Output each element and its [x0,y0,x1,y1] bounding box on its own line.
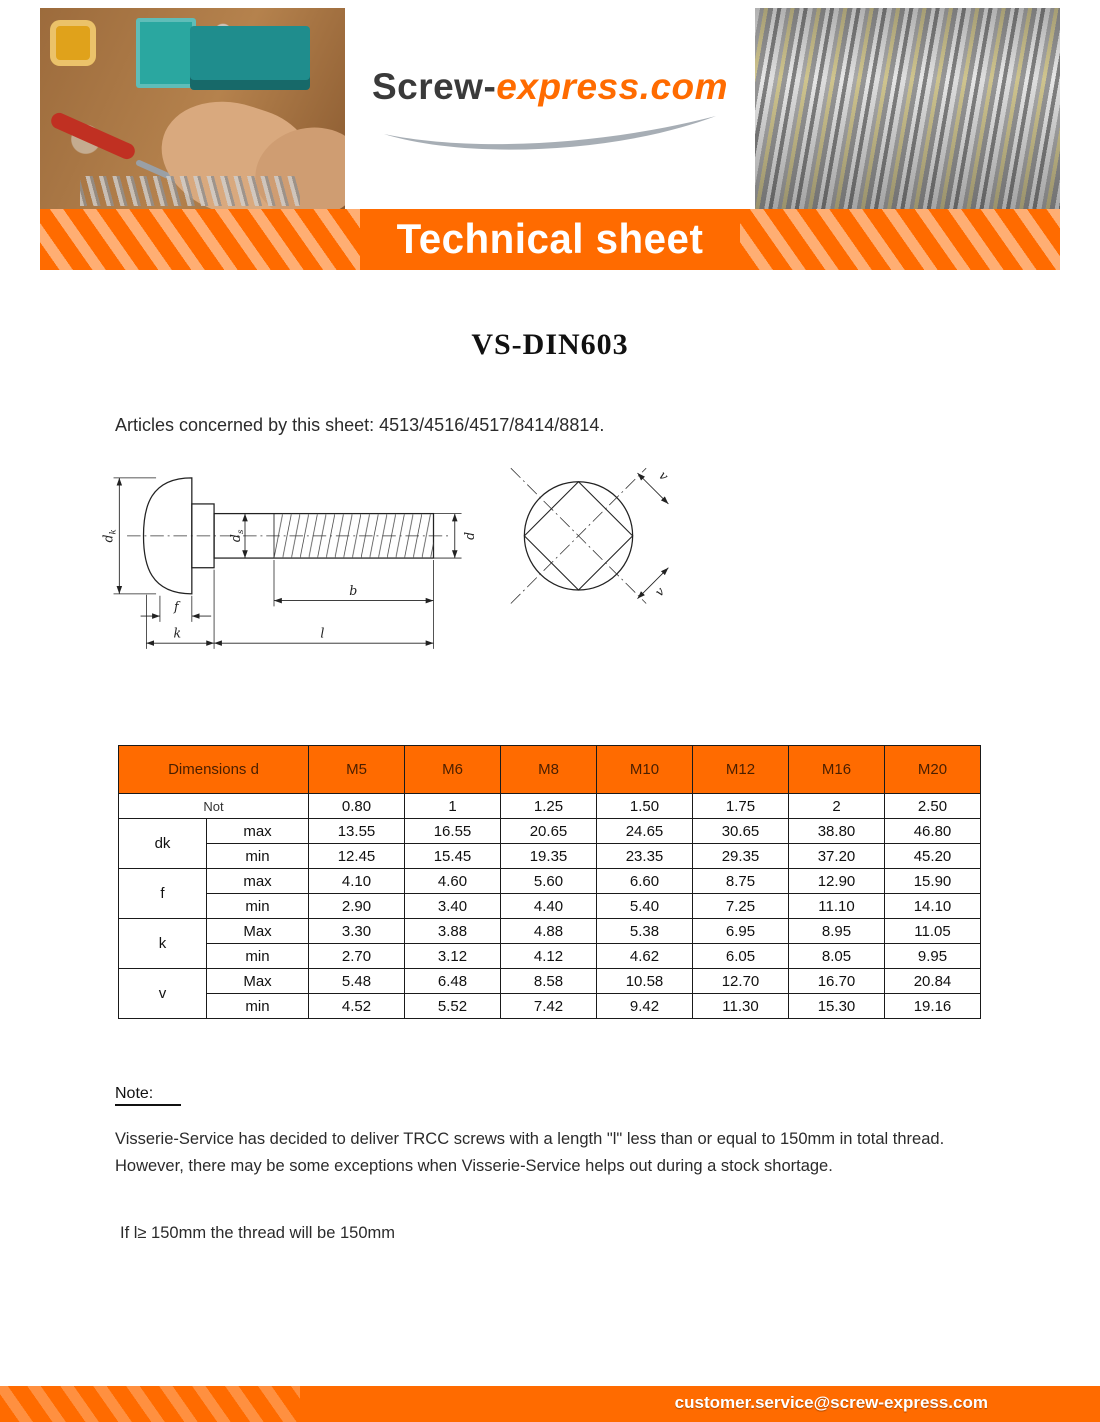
value-cell: 3.88 [405,919,501,944]
param-cell: f [119,869,207,919]
table-row [119,944,981,969]
banner [40,209,1060,270]
value-cell: 23.35 [597,844,693,869]
page-title: VS-DIN603 [471,328,629,361]
value-cell: 6.05 [693,944,789,969]
value-cell: 5.40 [597,894,693,919]
param-cell: k [119,919,207,969]
value-cell: 4.52 [309,994,405,1019]
value-cell: 12.45 [309,844,405,869]
photo-workbench [40,8,345,210]
subrow-label: max [207,869,309,894]
value-cell: 20.65 [501,819,597,844]
value-cell: 8.95 [789,919,885,944]
value-cell: 13.55 [309,819,405,844]
value-cell: 2.90 [309,894,405,919]
photo-detail-tray [136,18,196,88]
value-cell: 15.30 [789,994,885,1019]
value-cell: 9.42 [597,994,693,1019]
value-cell: 4.62 [597,944,693,969]
value-cell: 2 [789,794,885,819]
table-row [119,844,981,869]
value-cell: 38.80 [789,819,885,844]
value-cell: 10.58 [597,969,693,994]
note-label: Note: [115,1085,181,1103]
table-row [119,794,981,819]
subrow-label: min [207,944,309,969]
value-cell: 2.50 [885,794,981,819]
thread-condition-line: If l≥ 150mm the thread will be 150mm [120,1224,396,1242]
value-cell: 7.42 [501,994,597,1019]
dim-label-dk: $d_k$ [100,529,119,543]
value-cell: 3.12 [405,944,501,969]
logo-text-screw: Screw- [371,66,497,107]
value-cell: 8.75 [693,869,789,894]
value-cell: 12.70 [693,969,789,994]
subrow-label: min [207,994,309,1019]
value-cell: 15.90 [885,869,981,894]
dim-label-l: l [320,625,325,641]
value-cell: 5.52 [405,994,501,1019]
value-cell: 19.16 [885,994,981,1019]
value-cell: 5.38 [597,919,693,944]
table-row [119,919,981,944]
customer-service-email[interactable]: customer.service@screw-express.com [674,1393,988,1412]
param-cell: dk [119,819,207,869]
value-cell: 16.55 [405,819,501,844]
dim-label-d: d [462,531,478,540]
dim-label-f: f [174,599,179,615]
technical-drawing [100,452,680,697]
subrow-label: Max [207,969,309,994]
note-paragraph: Visserie-Service has decided to deliver TRCC screws with a length "l" less than or equal to 150mm in total thread. However, there may be some exceptions when Visserie-Service helps out during a stock shortage. [115,1130,945,1175]
table-header-size: M5 [309,746,405,794]
subrow-label: min [207,844,309,869]
value-cell: 45.20 [885,844,981,869]
footer-bar [0,1386,1100,1422]
value-cell: 1.25 [501,794,597,819]
table-header-dimensions: Dimensions d [119,746,309,794]
value-cell: 1 [405,794,501,819]
photo-detail-tape-measure [50,20,96,66]
subrow-label: max [207,819,309,844]
value-cell: 4.10 [309,869,405,894]
value-cell: 2.70 [309,944,405,969]
value-cell: 11.05 [885,919,981,944]
logo-swoosh [380,112,720,152]
dim-label-ds: $d_s$ [228,529,247,543]
dimensions-table-wrap [118,745,981,1019]
table-row [119,969,981,994]
value-cell: 8.58 [501,969,597,994]
dimensions-table [118,745,981,1019]
value-cell: 46.80 [885,819,981,844]
value-cell: 11.10 [789,894,885,919]
value-cell: 3.30 [309,919,405,944]
table-header-size: M16 [789,746,885,794]
value-cell: 6.48 [405,969,501,994]
table-header-size: M20 [885,746,981,794]
value-cell: 16.70 [789,969,885,994]
table-row [119,819,981,844]
logo-text-express: express.com [496,66,729,107]
photo-screw-pile [755,8,1060,210]
param-cell-not: Not [119,794,309,819]
param-cell: v [119,969,207,1019]
value-cell: 30.65 [693,819,789,844]
articles-line: Articles concerned by this sheet: 4513/4516/4517/8414/8814. [115,415,605,435]
banner-title: Technical sheet [396,215,704,262]
table-row [119,894,981,919]
value-cell: 0.80 [309,794,405,819]
value-cell: 5.60 [501,869,597,894]
value-cell: 4.88 [501,919,597,944]
table-header-size: M8 [501,746,597,794]
value-cell: 1.75 [693,794,789,819]
value-cell: 9.95 [885,944,981,969]
subrow-label: min [207,894,309,919]
value-cell: 4.60 [405,869,501,894]
value-cell: 12.90 [789,869,885,894]
table-header-size: M10 [597,746,693,794]
dim-label-v-bottom: v [651,583,668,600]
table-header-size: M6 [405,746,501,794]
value-cell: 1.50 [597,794,693,819]
table-row [119,994,981,1019]
table-header-size: M12 [693,746,789,794]
dim-label-v-top: v [656,467,672,484]
value-cell: 7.25 [693,894,789,919]
value-cell: 4.40 [501,894,597,919]
photo-detail-screws [80,176,300,206]
value-cell: 29.35 [693,844,789,869]
value-cell: 6.95 [693,919,789,944]
value-cell: 15.45 [405,844,501,869]
value-cell: 14.10 [885,894,981,919]
table-row [119,869,981,894]
value-cell: 19.35 [501,844,597,869]
dim-label-k: k [173,625,182,641]
value-cell: 6.60 [597,869,693,894]
dim-label-b: b [349,582,358,598]
value-cell: 8.05 [789,944,885,969]
value-cell: 4.12 [501,944,597,969]
value-cell: 20.84 [885,969,981,994]
subrow-label: Max [207,919,309,944]
value-cell: 24.65 [597,819,693,844]
value-cell: 11.30 [693,994,789,1019]
value-cell: 5.48 [309,969,405,994]
photo-detail-toolbox [190,26,310,90]
value-cell: 3.40 [405,894,501,919]
logo [345,66,755,186]
value-cell: 37.20 [789,844,885,869]
photo-detail-screwdriver [49,110,138,161]
